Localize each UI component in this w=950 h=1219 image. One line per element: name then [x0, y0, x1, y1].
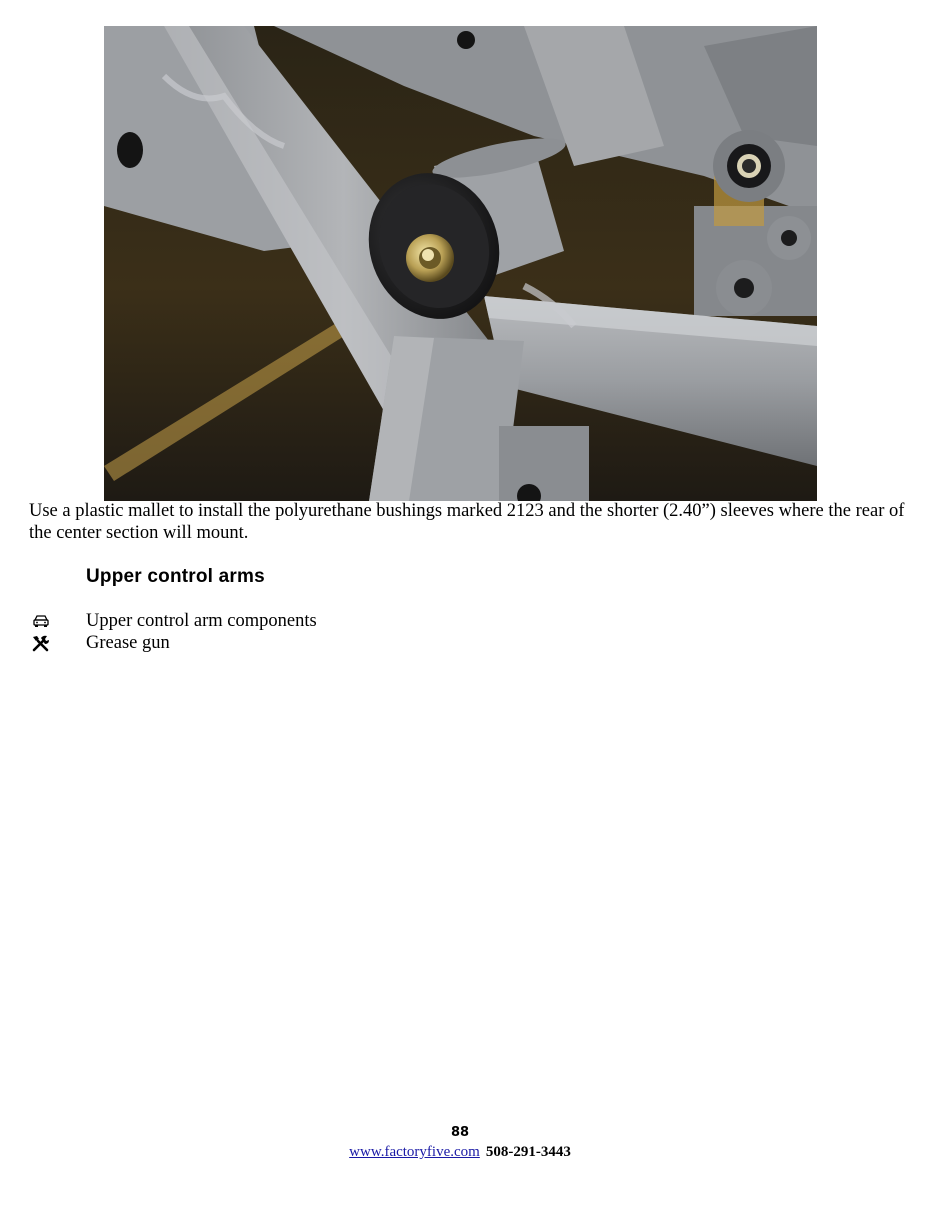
photo-caption: Use a plastic mallet to install the polyurethane bushings marked 2123 and the shorter (2.40”) sleeves where the rear of the center section will mount. — [29, 501, 905, 543]
list-item — [29, 632, 629, 654]
section-title: Upper control arms — [86, 566, 265, 587]
tools-icon — [31, 634, 51, 652]
website-link[interactable]: www.factoryfive.com — [349, 1144, 480, 1160]
list-item-label: Upper control arm components — [86, 611, 317, 631]
bushing-photo — [104, 26, 817, 501]
parts-list — [29, 610, 629, 654]
list-item-label: Grease gun — [86, 633, 170, 653]
bushing-photo-illustration — [104, 26, 817, 501]
car-icon — [31, 612, 51, 630]
phone-number: 508-291-3443 — [485, 1144, 571, 1160]
page-footer — [0, 1124, 920, 1162]
page-number: 88 — [450, 1125, 470, 1140]
list-item — [29, 610, 629, 632]
contact-line — [0, 1142, 920, 1162]
